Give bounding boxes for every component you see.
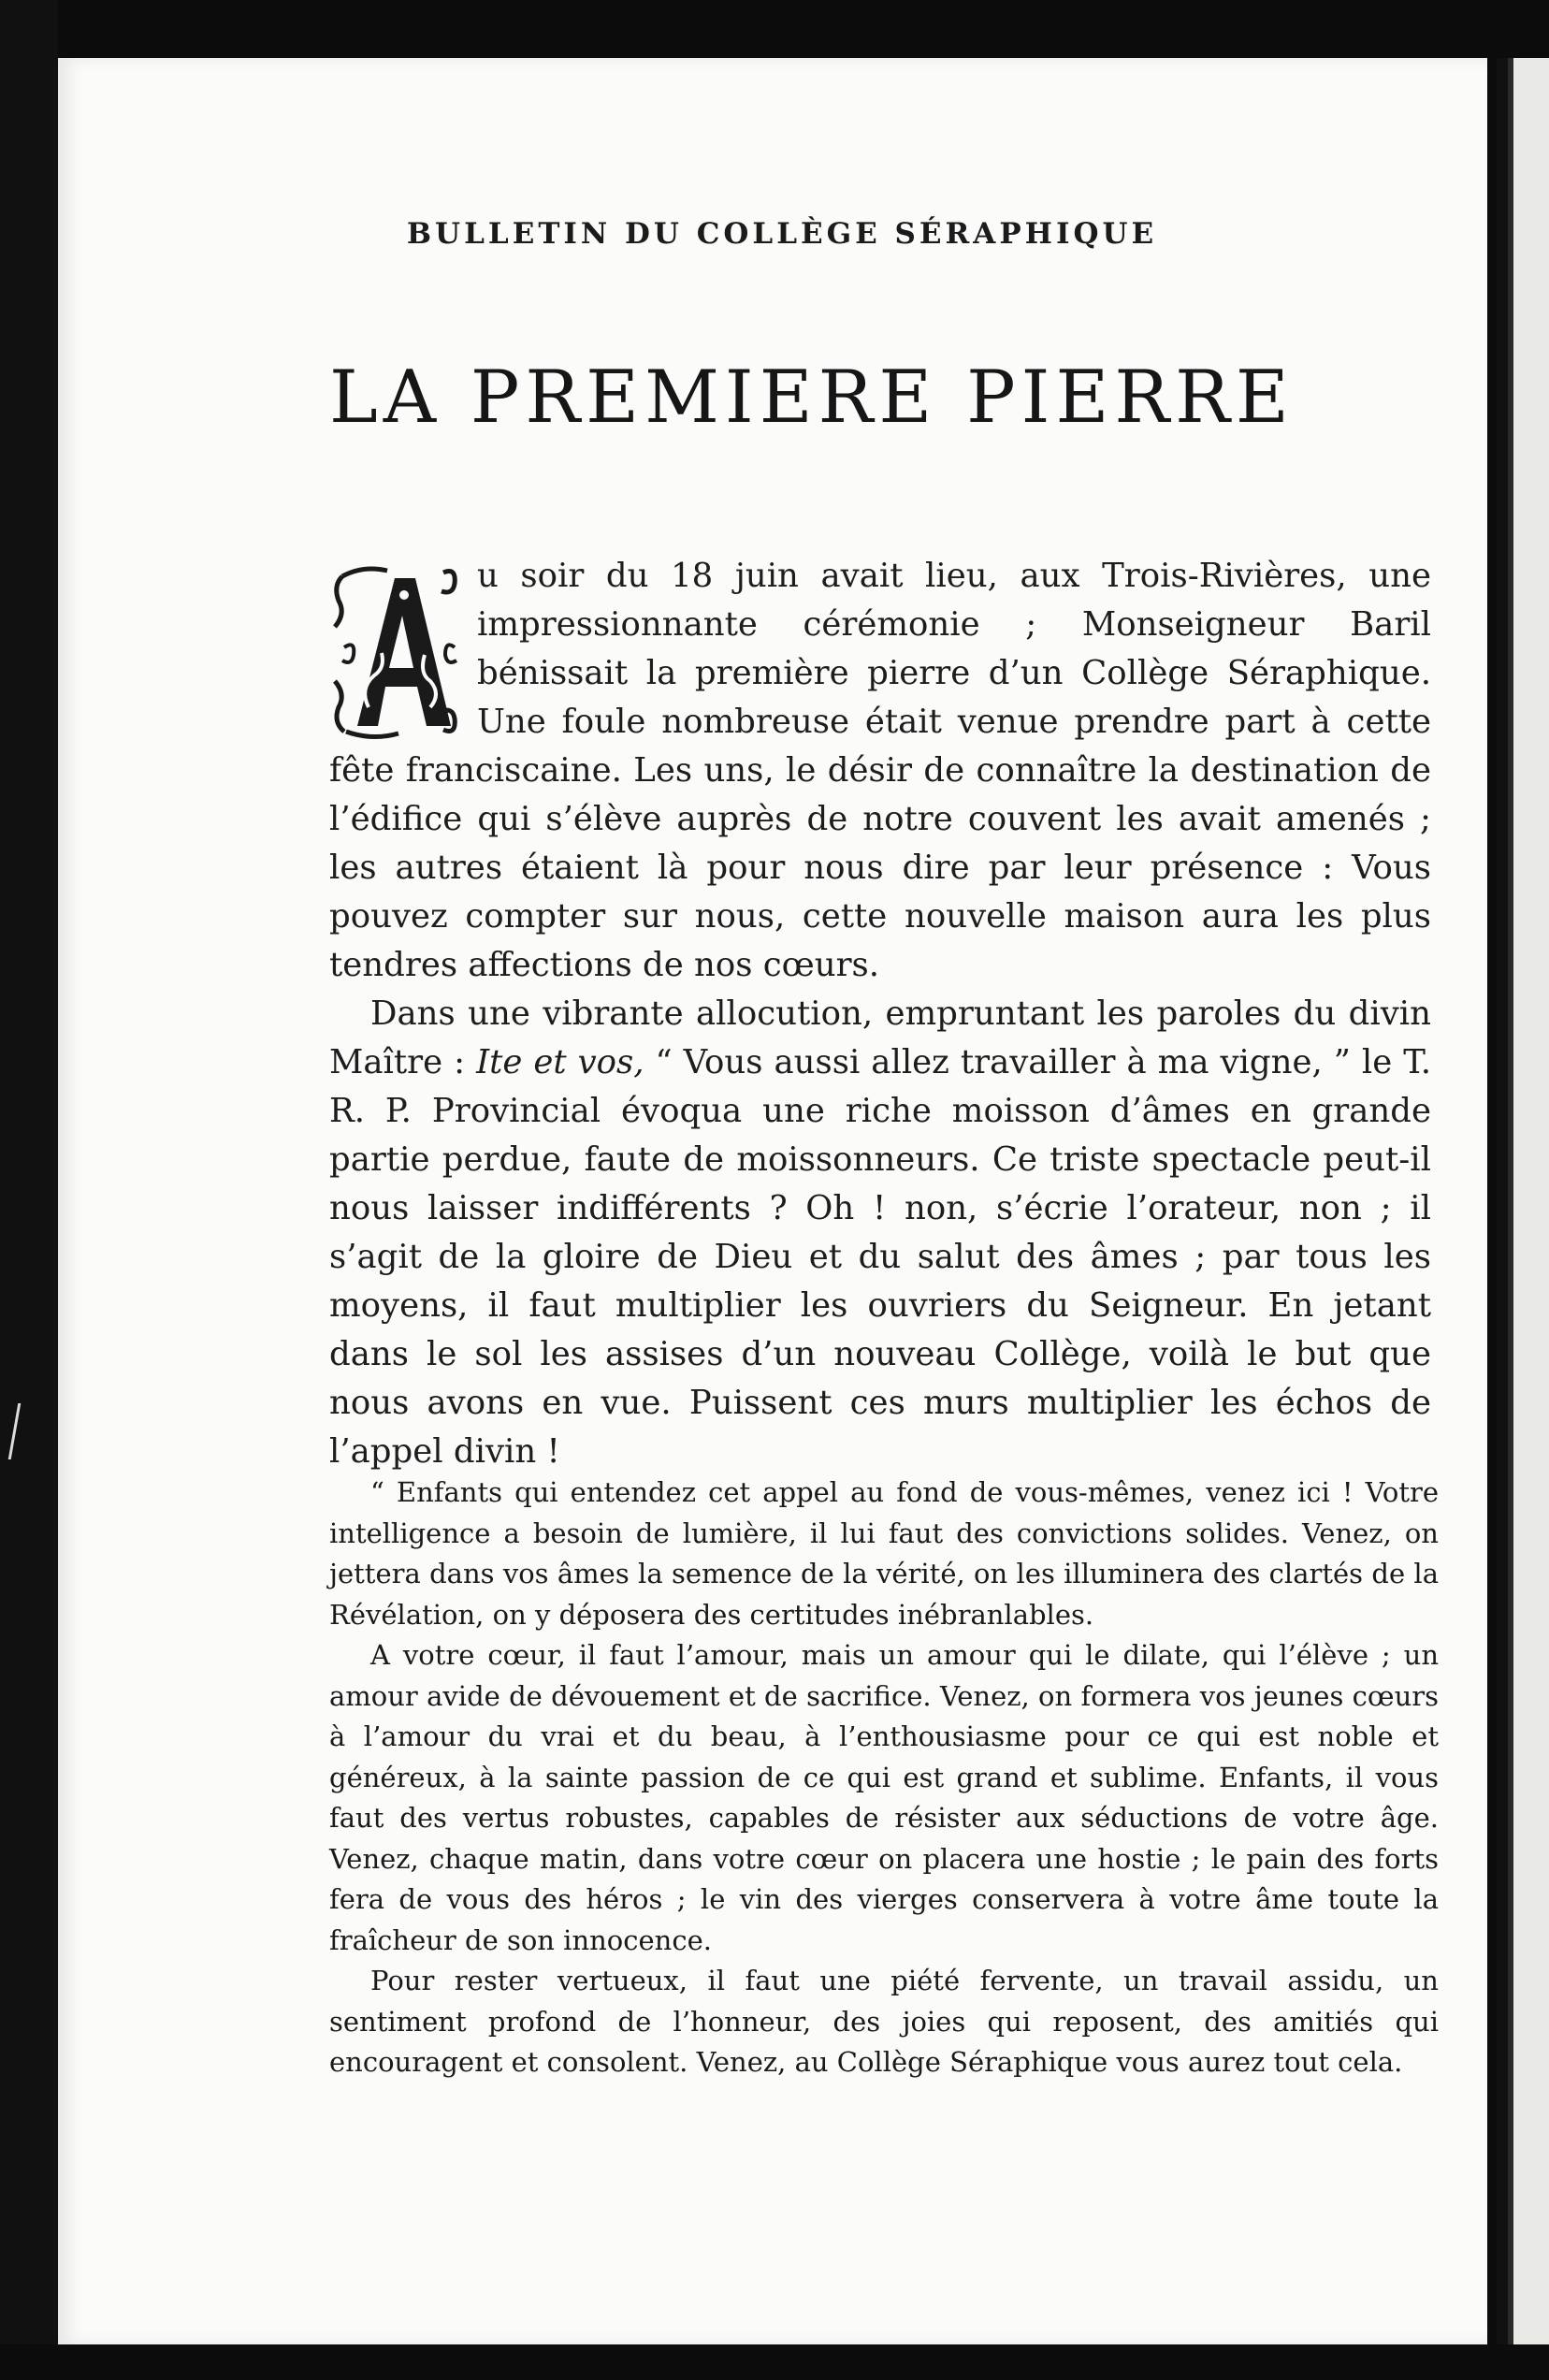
article-body bbox=[329, 552, 1431, 1476]
article-title: LA PREMIERE PIERRE bbox=[329, 356, 1295, 440]
scan-margin-mark bbox=[8, 1403, 31, 1459]
paragraph-2-text-b: “ Vous aussi allez travailler à ma vigne, ” le T. R. P. Provincial évoqua une riche moisson d’âmes en grande partie perdue, faute de moissonneurs. Ce triste spectacle peut-il nous laisser indifférents ? Oh ! non, s’écrie l’orateur, non ; il s’agit de la gloire de Dieu et du salut des âmes ; par tous les moyens, il faut multiplier les ouvriers du Seigneur. En jetant dans le sol les assises d’un nouveau Collège, voilà le but que nous avons en vue. Puissent ces murs multiplier les échos de l’appel divin ! bbox=[329, 1043, 1431, 1471]
paragraph-1-text: u soir du 18 juin avait lieu, aux Trois-Rivières, une impressionnante cérémonie ; Monseigneur Baril bénissait la première pierre d’un Collège Séraphique. Une foule nombreuse était venue prendre part à cette fête franciscaine. Les uns, le désir de connaître la destination de l’édifice qui s’élève auprès de notre couvent les avait amenés ; les autres étaient là pour nous dire par leur présence : Vous pouvez compter sur nous, cette nouvelle maison aura les plus tendres affections de nos cœurs. bbox=[329, 557, 1431, 984]
paragraph-2-text-a: Dans une vibrante allocution, empruntant les paroles du divin Maître : bbox=[329, 994, 1431, 1081]
quoted-speech bbox=[329, 1473, 1439, 2083]
scan-bottom-border bbox=[0, 2344, 1549, 2380]
adjacent-page-edge bbox=[1508, 58, 1549, 2344]
quote-paragraph-2: A votre cœur, il faut l’amour, mais un amour qui le dilate, qui l’élève ; un amour avide de dévouement et de sacrifice. Venez, on formera vos jeunes cœurs à l’amour du vrai et du beau, à l’enthousiasme pour ce qui est noble et généreux, à la sainte passion de ce qui est grand et sublime. Enfants, il vous faut des vertus robustes, capables de résister aux séductions de votre âge. Venez, chaque matin, dans votre cœur on placera une hostie ; le pain des forts fera de vous des héros ; le vin des vierges conservera à votre âme toute la fraîcheur de son innocence. bbox=[329, 1639, 1439, 1956]
ornamental-dropcap-icon bbox=[326, 558, 464, 745]
paragraph-2 bbox=[329, 990, 1431, 1476]
paragraph-1 bbox=[329, 552, 1431, 990]
document-page bbox=[58, 58, 1487, 2344]
quote-paragraph-1: “ Enfants qui entendez cet appel au fond de vous-mêmes, venez ici ! Votre intelligence a besoin de lumière, il lui faut des convictions solides. Venez, on jettera dans vos âmes la semence de la vérité, on les illuminera des clartés de la Révélation, on y déposera des certitudes inébranlables. bbox=[329, 1476, 1439, 1631]
scan-left-border bbox=[0, 0, 58, 2380]
quote-paragraph-3: Pour rester vertueux, il faut une piété fervente, un travail assidu, un sentiment profond de l’honneur, des joies qui reposent, des amitiés qui encouragent et consolent. Venez, au Collège Séraphique vous aurez tout cela. bbox=[329, 1965, 1439, 2078]
running-head: BULLETIN DU COLLÈGE SÉRAPHIQUE bbox=[406, 217, 1158, 251]
latin-quote: Ite et vos, bbox=[476, 1043, 644, 1081]
